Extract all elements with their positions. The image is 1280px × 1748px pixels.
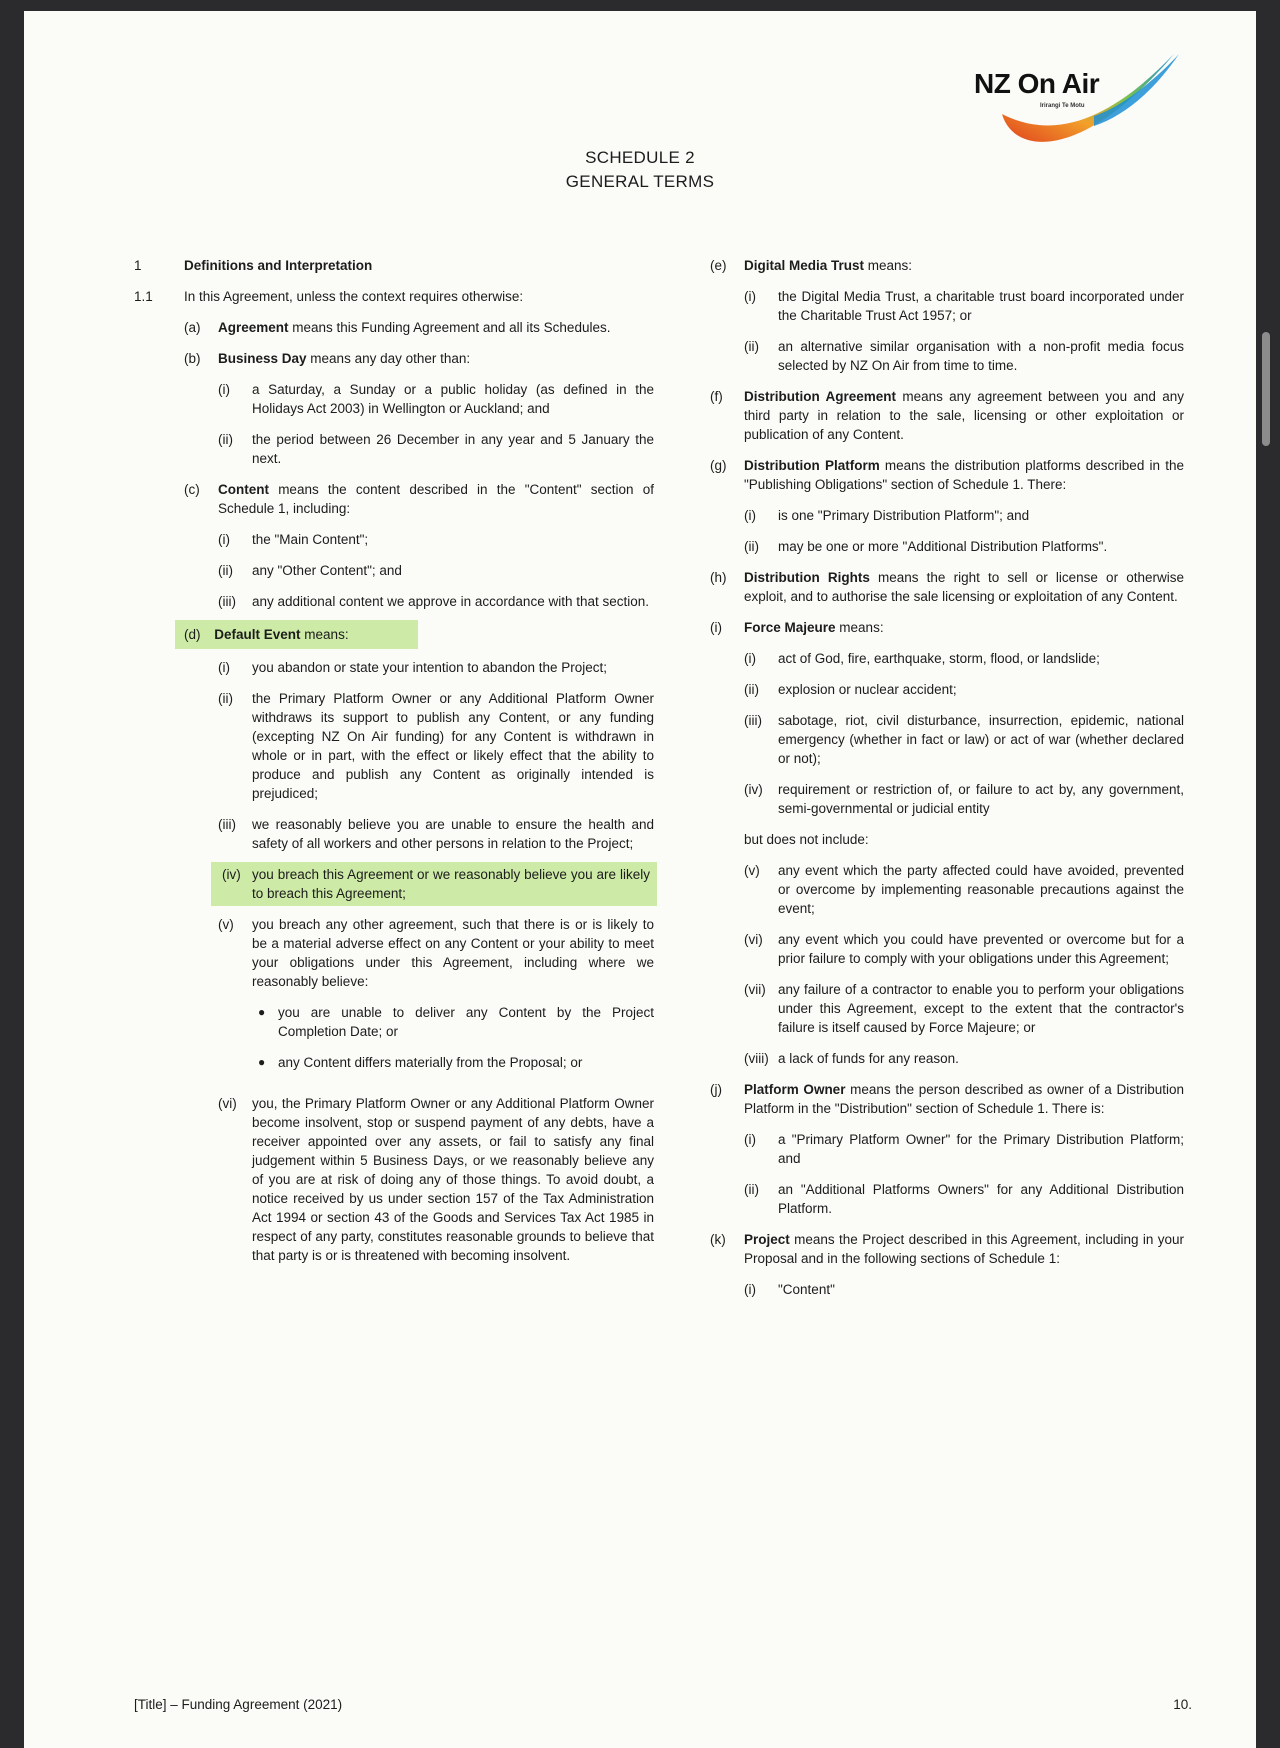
definition-text: means any agreement between you and any third party in relation to the sale, licensing or other exploitation or publication of any Content. [744,389,1184,442]
defined-term: Content [218,482,269,497]
definition-default-event [184,623,654,646]
list-item [744,861,1184,918]
item-number: (i) [744,651,756,666]
item-text: an alternative similar organisation with a non-profit media focus selected by NZ On Air from time to time. [778,339,1184,373]
list-item [218,1094,654,1265]
list-item-highlighted [218,865,654,903]
clause-1-1 [134,287,654,306]
definition-text: means the right to sell or license or otherwise exploit, and to authorise the sale licensing or exploitation of any Content. [744,570,1184,604]
bullet-item [252,1003,654,1041]
definition-text: means this Funding Agreement and all its Schedules. [288,320,611,335]
item-text: a "Primary Platform Owner" for the Primary Distribution Platform; and [778,1132,1184,1166]
item-number: (ii) [744,339,759,354]
definition-text: means: [864,258,913,273]
item-number: (ii) [744,682,759,697]
item-number: (iii) [218,817,236,832]
clause-number: 1.1 [134,289,153,304]
defined-term: Platform Owner [744,1082,846,1097]
definition-force-majeure [710,618,1184,637]
list-item [218,592,654,611]
definition-text: means the person described as owner of a Distribution Platform in the "Distribution" section of Schedule 1. There is: [744,1082,1184,1116]
item-text: any event which you could have prevented or overcome but for a prior failure to comply with your obligations under this Agreement; [778,932,1184,966]
item-number: (viii) [744,1051,769,1066]
list-item [218,815,654,853]
bullet-item [252,1053,654,1072]
item-number: (j) [710,1082,722,1097]
item-number: (vii) [744,982,766,997]
list-item [744,1130,1184,1168]
item-number: (i) [218,660,230,675]
page-number: 10. [1173,1697,1192,1712]
item-number: (ii) [744,1182,759,1197]
item-number: (f) [710,389,723,404]
item-text: an "Additional Platforms Owners" for any Additional Distribution Platform. [778,1182,1184,1216]
logo-wordmark: NZ On Air [974,68,1100,99]
document-page [24,11,1256,1748]
defined-term: Distribution Platform [744,458,880,473]
list-item [744,649,1184,668]
defined-term: Project [744,1232,790,1247]
left-column [134,256,654,1277]
item-text: "Content" [778,1282,835,1297]
definition-project [710,1230,1184,1268]
item-number: (v) [218,917,234,932]
logo-swoosh-icon [974,46,1194,156]
list-item [218,380,654,418]
list-item [744,711,1184,768]
bullet-icon: ● [258,1055,266,1069]
list-item [744,537,1184,556]
definition-distribution-rights [710,568,1184,606]
item-text: the Primary Platform Owner or any Additional Platform Owner withdraws its support to publish any Content, or any funding (excepting NZ On Air funding) for any Content is withdrawn in whole or in part, with the effect or likely effect that the ability to produce and publish any Content as originally intended is prejudiced; [252,691,654,801]
defined-term: Business Day [218,351,307,366]
definition-business-day [184,349,654,368]
defined-term: Distribution Agreement [744,389,897,404]
clause-text: In this Agreement, unless the context requires otherwise: [184,289,524,304]
item-text: any additional content we approve in accordance with that section. [252,594,649,609]
item-text: act of God, fire, earthquake, storm, flood, or landslide; [778,651,1100,666]
list-item [218,530,654,549]
footer-title: [Title] – Funding Agreement (2021) [134,1697,343,1712]
item-number: (ii) [218,563,233,578]
item-number: (vi) [744,932,763,947]
item-text: sabotage, riot, civil disturbance, insurrection, epidemic, national emergency (whether in fact or law) or act of war (whether declared or not); [778,713,1184,766]
item-text: we reasonably believe you are unable to ensure the health and safety of all workers and other persons in relation to the Project; [252,817,654,851]
item-text: explosion or nuclear accident; [778,682,957,697]
item-number: (vi) [218,1096,237,1111]
item-text: requirement or restriction of, or failure to act by, any government, semi-governmental or judicial entity [778,782,1184,816]
list-item [744,337,1184,375]
right-column [710,256,1184,1311]
list-item [218,915,654,991]
item-text: any "Other Content"; and [252,563,402,578]
item-number: (g) [710,458,727,473]
item-number: (i) [218,532,230,547]
item-number: (i) [744,289,756,304]
list-item [218,430,654,468]
definition-text: means the distribution platforms described in the "Publishing Obligations" section of Schedule 1. There: [744,458,1184,492]
list-item [218,689,654,803]
definition-distribution-agreement [710,387,1184,444]
item-number: (a) [184,320,201,335]
item-number: (v) [744,863,760,878]
definition-text: means the content described in the "Content" section of Schedule 1, including: [218,482,654,516]
list-item [744,930,1184,968]
definition-platform-owner [710,1080,1184,1118]
list-item [744,980,1184,1037]
item-number: (ii) [218,691,233,706]
logo-tagline: Irirangi Te Motu [1040,103,1085,109]
list-item [744,1180,1184,1218]
item-number: (iii) [218,594,236,609]
item-number: (c) [184,482,200,497]
nz-on-air-logo [974,46,1194,156]
list-item [218,561,654,580]
item-number: (iii) [744,713,762,728]
item-number: (b) [184,351,201,366]
definition-text: means the Project described in this Agreement, including in your Proposal and in the following sections of Schedule 1: [744,1232,1184,1266]
list-item [744,287,1184,325]
bullet-icon: ● [258,1005,266,1019]
item-text: any failure of a contractor to enable you to perform your obligations under this Agreement, except to the extent that the contractor's failure is itself caused by Force Majeure; or [778,982,1184,1035]
defined-term: Agreement [218,320,289,335]
item-number: (iv) [222,867,241,882]
item-text: any Content differs materially from the Proposal; or [278,1055,583,1070]
item-text: may be one or more "Additional Distribution Platforms". [778,539,1108,554]
item-text: the Digital Media Trust, a charitable trust board incorporated under the Charitable Trust Act 1957; or [778,289,1184,323]
definition-text: means: [835,620,884,635]
but-does-not-include: but does not include: [744,832,869,847]
item-number: (e) [710,258,727,273]
item-text: a lack of funds for any reason. [778,1051,959,1066]
item-text: you abandon or state your intention to abandon the Project; [252,660,608,675]
item-text: any event which the party affected could have avoided, prevented or overcome by implementing reasonable precautions against the event; [778,863,1184,916]
item-text: you breach this Agreement or we reasonably believe you are likely to breach this Agreement; [252,867,650,901]
defined-term: Default Event [214,627,301,642]
item-text: you are unable to deliver any Content by the Project Completion Date; or [278,1005,654,1039]
list-item [218,658,654,677]
definition-agreement [184,318,654,337]
item-number: (k) [710,1232,726,1247]
schedule-heading: SCHEDULE 2 [585,148,695,167]
section-heading [134,256,654,275]
item-number: (h) [710,570,727,585]
item-text: a Saturday, a Sunday or a public holiday (as defined in the Holidays Act 2003) in Wellington or Auckland; and [252,382,654,416]
list-item [744,1280,1184,1299]
definition-text: means: [300,627,349,642]
item-text: is one "Primary Distribution Platform"; and [778,508,1030,523]
defined-term: Distribution Rights [744,570,870,585]
definition-distribution-platform [710,456,1184,494]
definition-digital-media-trust [710,256,1184,275]
item-text: the "Main Content"; [252,532,369,547]
item-number: (i) [744,1282,756,1297]
item-number: (i) [710,620,722,635]
item-number: (i) [744,1132,756,1147]
item-text: you breach any other agreement, such that there is or is likely to be a material adverse effect on any Content or your ability to meet your obligations under this Agreement, including where we reasonably believe: [252,917,654,989]
list-item [744,680,1184,699]
defined-term: Force Majeure [744,620,836,635]
section-number: 1 [134,258,142,273]
item-number: (i) [744,508,756,523]
list-item [744,506,1184,525]
item-number: (ii) [218,432,233,447]
section-title: Definitions and Interpretation [184,258,373,273]
definition-text: means any day other than: [306,351,471,366]
general-terms-heading: GENERAL TERMS [565,172,715,191]
item-text: the period between 26 December in any year and 5 January the next. [252,432,654,466]
definition-content [184,480,654,518]
list-item [744,780,1184,818]
defined-term: Digital Media Trust [744,258,865,273]
item-number: (d) [184,627,201,642]
item-number: (ii) [744,539,759,554]
item-text: you, the Primary Platform Owner or any Additional Platform Owner become insolvent, stop or suspend payment of any debts, have a receiver appointed over any assets, or fail to satisfy any final judgement within 5 Business Days, or we reasonably believe any of you are at risk of doing any of those things. To avoid doubt, a notice received by us under section 157 of the Tax Administration Act 1994 or section 43 of the Goods and Services Tax Act 1985 in respect of any party, constitutes reasonable grounds to believe that that party is or is threatened with becoming insolvent. [252,1096,654,1263]
vertical-scrollbar[interactable] [1262,332,1270,446]
item-number: (iv) [744,782,763,797]
item-number: (i) [218,382,230,397]
list-item [744,1049,1184,1068]
